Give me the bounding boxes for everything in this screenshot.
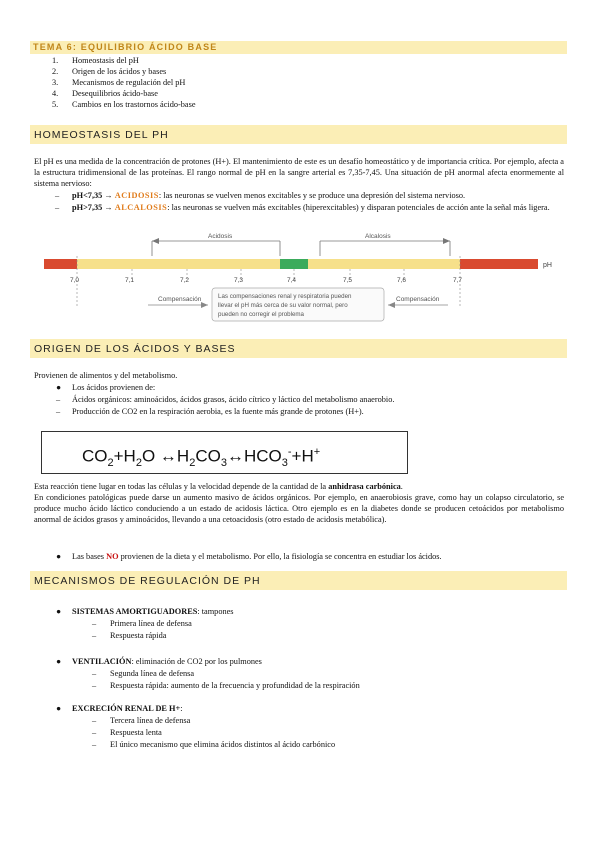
dash-bullet: –	[56, 407, 61, 416]
bullet-dot: ●	[56, 704, 62, 713]
dash-bullet: –	[55, 191, 60, 200]
section-title: MECANISMOS DE REGULACIÓN DE PH	[34, 575, 261, 587]
section-header-homeostasis	[30, 125, 567, 144]
section-header-origen	[30, 339, 567, 358]
tick-label: 7,3	[234, 277, 244, 284]
bullet-text: Respuesta rápida	[110, 631, 167, 640]
tick-label: 7,5	[343, 277, 353, 284]
tick-label: 7,1	[125, 277, 135, 284]
high-ph-zone-bar	[308, 259, 460, 269]
tick-label: 7,0	[70, 277, 80, 284]
bullet-text: Tercera línea de defensa	[110, 716, 191, 725]
note-line: llevar el pH más cerca de su valor normal, pero	[218, 302, 348, 309]
dash-bullet: –	[92, 716, 97, 725]
bullet-text: Segunda línea de defensa	[110, 669, 195, 678]
paragraph: Provienen de alimentos y del metabolismo.	[34, 371, 178, 380]
tick-label: 7,4	[287, 277, 297, 284]
dash-bullet: –	[92, 681, 97, 690]
dash-bullet: –	[55, 203, 60, 212]
bullet-text: Respuesta lenta	[110, 728, 162, 737]
toc-item: 5. Cambios en los trastornos ácido-base	[52, 100, 196, 110]
section-title: ORIGEN DE LOS ÁCIDOS Y BASES	[34, 343, 236, 355]
bullet-text: El único mecanismo que elimina ácidos distintos al ácido carbónico	[110, 740, 336, 749]
section-header-mecanismos	[30, 571, 567, 590]
paragraph: Esta reacción tiene lugar en todas las células y la velocidad depende de la cantidad de la anhidrasa carbónica.	[34, 482, 403, 491]
bullet-text: Primera línea de defensa	[110, 619, 192, 628]
topic-title-bar	[30, 41, 567, 54]
bullet-dot: ●	[56, 552, 62, 561]
compensation-left-label: Compensación	[158, 296, 202, 303]
table-of-contents	[52, 55, 196, 110]
ph-scale-figure	[40, 228, 565, 328]
alcalosis-range-arrow	[320, 233, 450, 256]
dash-bullet: –	[92, 728, 97, 737]
compensation-right-arrow	[388, 296, 448, 308]
alcalosis-zone-bar	[460, 259, 538, 269]
paragraph: En condiciones patológicas puede darse un aumento masivo de ácidos orgánicos. Por ejemplo, en anaerobiosis grave, como hay un colapso circulatorio, se produce mucho ácido láctico conduciendo a un estado de acidosis láctica. Otro ejemplo es en la diabetes donde se producen cetoácidos por metabolismo anormal de ácidos grasos y aminoácidos, llevando a una cetoacidosis (otro estado de acidosis metabólica).	[34, 493, 564, 524]
bullet-text: VENTILACIÓN: eliminación de CO2 por los pulmones	[72, 657, 262, 666]
topic-title: TEMA 6: EQUILIBRIO ÁCIDO BASE	[33, 42, 218, 52]
tick-label: 7,6	[397, 277, 407, 284]
note-line: pueden no corregir el problema	[218, 311, 304, 318]
bullet-text: Las bases NO provienen de la dieta y el metabolismo. Por ello, la fisiología se concentra en estudiar los ácidos.	[72, 552, 442, 561]
toc-item: 2. Origen de los ácidos y bases	[52, 67, 167, 77]
dash-bullet: –	[56, 395, 61, 404]
bullet-dot: ●	[56, 383, 62, 392]
bullet-text: Ácidos orgánicos: aminoácidos, ácidos grasos, ácido cítrico y láctico del metabolismo anaerobio.	[72, 395, 395, 404]
bullet-text: Producción de CO2 en la respiración aerobia, es la fuente más grande de protones (H+).	[72, 407, 364, 416]
toc-item: 3. Mecanismos de regulación del pH	[52, 78, 186, 88]
acidosis-zone-bar	[44, 259, 77, 269]
alcalosis-label: Alcalosis	[365, 233, 391, 240]
acidosis-label: Acidosis	[208, 233, 233, 240]
compensation-left-arrow	[148, 296, 208, 308]
bullet-text: Respuesta rápida: aumento de la frecuencia y profundidad de la respiración	[110, 681, 360, 690]
normal-ph-zone-bar	[280, 259, 308, 269]
note-line: Las compensaciones renal y respiratoria pueden	[218, 293, 352, 300]
carbonic-acid-equation: $CO_2+H_2O$ $\leftrightarrow H_2CO_3\leftrightarrow HCO_3^-+H^+$	[41, 431, 408, 474]
tick-label: 7,2	[180, 277, 190, 284]
section-title: HOMEOSTASIS DEL PH	[34, 129, 169, 141]
dash-bullet: –	[92, 619, 97, 628]
bullet-text: EXCRECIÓN RENAL DE H+:	[72, 704, 183, 713]
compensation-right-label: Compensación	[396, 296, 440, 303]
ph-axis-label: pH	[543, 262, 552, 269]
bullet-dot: ●	[56, 607, 62, 616]
toc-item: 1. Homeostasis del pH	[52, 56, 139, 65]
low-ph-zone-bar	[77, 259, 280, 269]
dash-bullet: –	[92, 631, 97, 640]
bullet-text: SISTEMAS AMORTIGUADORES: tampones	[72, 607, 234, 616]
toc-item: 4. Desequilibrios ácido-base	[52, 89, 158, 99]
dash-bullet: –	[92, 740, 97, 749]
bullet-text: Los ácidos provienen de:	[72, 383, 156, 392]
dash-bullet: –	[92, 669, 97, 678]
tick-label: 7,7	[453, 277, 463, 284]
paragraph: El pH es una medida de la concentración de protones (H+). El mantenimiento de este es un desafío homeostático y de importancia crítica. Por ejemplo, afecta a la estructura tridimensional de las proteínas. El rango normal de pH en la sangre arterial es 7,35-7,45. Una situación de pH anormal afecta enormemente al sistema nervioso:	[34, 157, 564, 188]
acidosis-item: pH<7,35 → ACIDOSIS: las neuronas se vuelven menos excitables y se produce una depresión del sistema nervioso.	[72, 191, 466, 200]
alcalosis-item: pH>7,35 → ALCALOSIS: las neuronas se vuelven más excitables (hiperexcitables) y disparan potenciales de acción ante la señal más ligera.	[72, 203, 550, 212]
bullet-dot: ●	[56, 657, 62, 666]
acidosis-range-arrow	[152, 233, 280, 256]
